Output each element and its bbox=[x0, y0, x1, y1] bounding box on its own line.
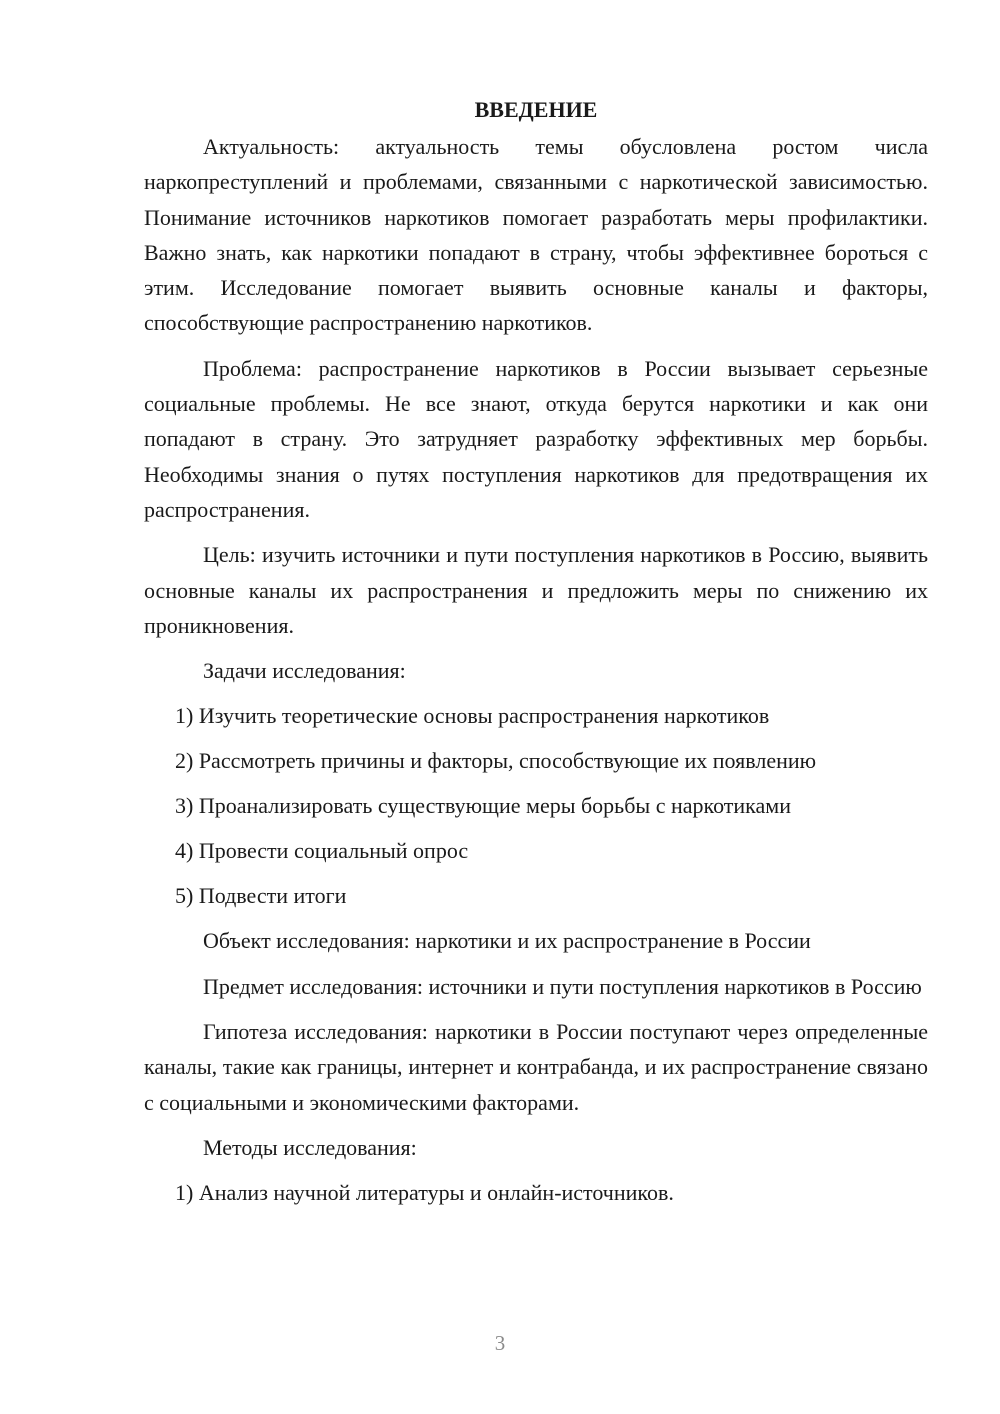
hypothesis-paragraph: Гипотеза исследования: наркотики в России поступают через определенные каналы, такие как границы, интернет и контрабанда, и их распространение связано с социальными и экономическими факторами. bbox=[144, 1019, 928, 1115]
list-item: 4) Провести социальный опрос bbox=[175, 838, 469, 864]
list-item: 2) Рассмотреть причины и факторы, способствующие их появлению bbox=[175, 748, 817, 774]
tasks-list bbox=[144, 698, 928, 913]
list-item: 1) Анализ научной литературы и онлайн-источников. bbox=[175, 1180, 674, 1206]
relevance-paragraph: Актуальность: актуальность темы обусловлена ростом числа наркопреступлений и проблемами, связанными с наркотической зависимостью. Понимание источников наркотиков помогает разработать меры профилактики. Важно знать, как наркотики попадают в страну, чтобы эффективнее бороться с этим. Исследование помогает выявить основные каналы и факторы, способствующие распространению наркотиков. bbox=[144, 134, 928, 336]
document-page bbox=[144, 92, 928, 1220]
list-item: 3) Проанализировать существующие меры борьбы с наркотиками bbox=[175, 793, 791, 819]
goal-paragraph: Цель: изучить источники и пути поступления наркотиков в Россию, выявить основные каналы их распространения и предложить меры по снижению их проникновения. bbox=[144, 542, 928, 638]
methods-heading: Методы исследования: bbox=[203, 1134, 417, 1160]
list-item: 5) Подвести итоги bbox=[175, 883, 347, 909]
problem-paragraph: Проблема: распространение наркотиков в России вызывает серьезные социальные проблемы. Не все знают, откуда берутся наркотики и как они попадают в страну. Это затрудняет разработку эффективных мер борьбы. Необходимы знания о путях поступления наркотиков для предотвращения их распространения. bbox=[144, 355, 928, 522]
page-title: ВВЕДЕНИЕ bbox=[474, 97, 598, 122]
methods-list bbox=[144, 1175, 928, 1210]
subject-paragraph: Предмет исследования: источники и пути поступления наркотиков в Россию bbox=[203, 973, 922, 999]
tasks-heading: Задачи исследования: bbox=[203, 658, 406, 684]
page-number: 3 bbox=[494, 1331, 506, 1355]
list-item: 1) Изучить теоретические основы распространения наркотиков bbox=[175, 703, 770, 729]
object-paragraph: Объект исследования: наркотики и их распространение в России bbox=[203, 928, 811, 954]
